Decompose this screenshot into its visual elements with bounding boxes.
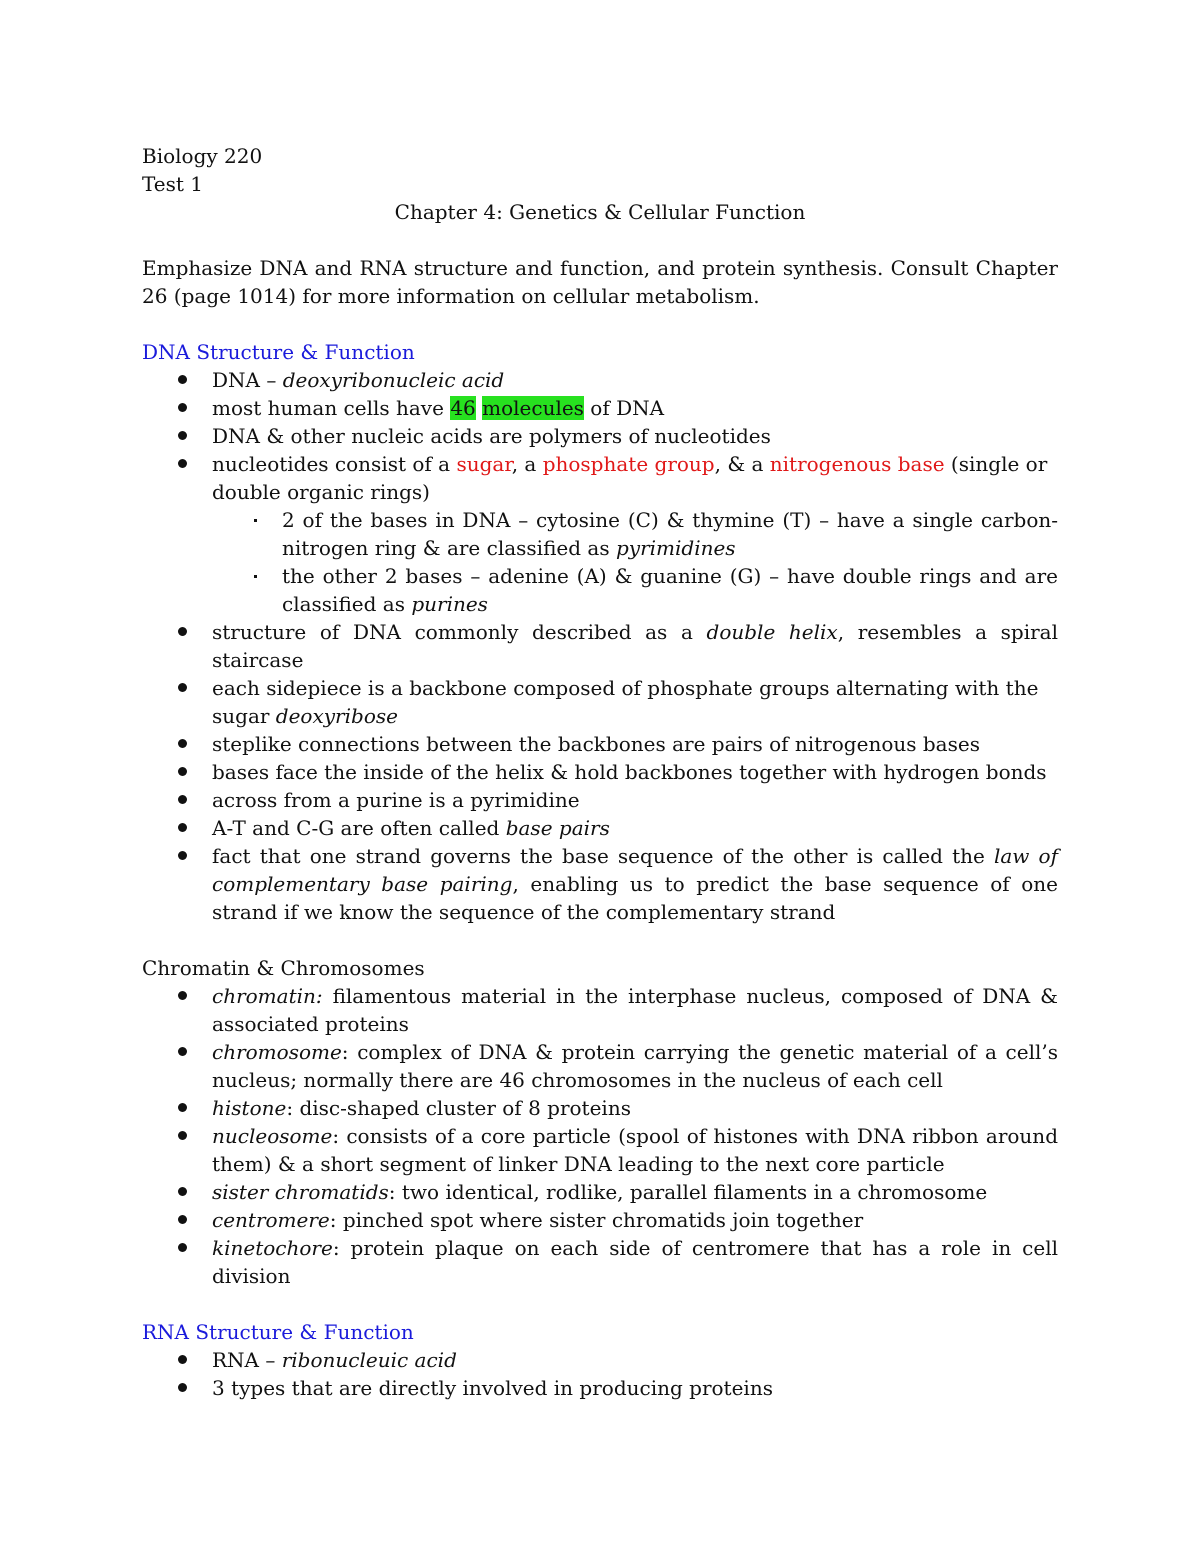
sub-bullet-list — [212, 506, 1058, 618]
highlighted-text: 46 — [450, 396, 476, 420]
bullet-icon — [178, 459, 187, 468]
list-item: across from a purine is a pyrimidine — [142, 786, 1058, 814]
course-title: Biology 220 — [142, 144, 263, 168]
bullet-icon — [178, 767, 187, 776]
bullet-icon — [178, 795, 187, 804]
sub-bullet-icon — [254, 575, 257, 578]
bullet-icon — [178, 991, 187, 1000]
red-term: sugar — [456, 452, 512, 476]
list-item: each sidepiece is a backbone composed of phosphate groups alternating with the sugar deoxyribose — [142, 674, 1058, 730]
list-item: histone: disc-shaped cluster of 8 proteins — [142, 1094, 1058, 1122]
bullet-icon — [178, 627, 187, 636]
list-item: chromatin: filamentous material in the interphase nucleus, composed of DNA & associated proteins — [142, 982, 1058, 1038]
bullet-icon — [178, 375, 187, 384]
list-item: centromere: pinched spot where sister chromatids join together — [142, 1206, 1058, 1234]
list-item: A-T and C-G are often called base pairs — [142, 814, 1058, 842]
list-item: structure of DNA commonly described as a double helix, resembles a spiral staircase — [142, 618, 1058, 674]
red-term: nitrogenous base — [769, 452, 945, 476]
bullet-icon — [178, 823, 187, 832]
test-title: Test 1 — [142, 172, 204, 196]
list-item: nucleotides consist of a sugar, a phosphate group, & a nitrogenous base (single or double organic rings) 2 of the bases in DNA – cytosine (C) & thymine (T) – have a single carbon-nitrogen ring & are classified as pyrimidines the other 2 bases – adenine (A) & guanine (G) – have double rings and are classified as purines — [142, 450, 1058, 618]
bullet-icon — [178, 683, 187, 692]
intro-paragraph: Emphasize DNA and RNA structure and function, and protein synthesis. Consult Chapter 26 (page 1014) for more information on cellular metabolism. — [142, 256, 1058, 308]
chapter-title: Chapter 4: Genetics & Cellular Function — [394, 200, 806, 224]
list-item: most human cells have 46 molecules of DNA — [142, 394, 1058, 422]
rna-bullet-list — [142, 1346, 1058, 1402]
document-body — [142, 142, 1058, 1402]
bullet-icon — [178, 403, 187, 412]
bullet-icon — [178, 1383, 187, 1392]
list-item: DNA & other nucleic acids are polymers of nucleotides — [142, 422, 1058, 450]
bullet-icon — [178, 1215, 187, 1224]
chromatin-section-heading: Chromatin & Chromosomes — [142, 956, 425, 980]
list-item: sister chromatids: two identical, rodlike, parallel filaments in a chromosome — [142, 1178, 1058, 1206]
bullet-icon — [178, 1103, 187, 1112]
chromatin-bullet-list — [142, 982, 1058, 1290]
list-item: nucleosome: consists of a core particle (spool of histones with DNA ribbon around them) & a short segment of linker DNA leading to the next core particle — [142, 1122, 1058, 1178]
list-item: bases face the inside of the helix & hold backbones together with hydrogen bonds — [142, 758, 1058, 786]
bullet-icon — [178, 1355, 187, 1364]
sub-list-item: the other 2 bases – adenine (A) & guanine (G) – have double rings and are classified as purines — [212, 562, 1058, 618]
sub-list-item: 2 of the bases in DNA – cytosine (C) & thymine (T) – have a single carbon-nitrogen ring & are classified as pyrimidines — [212, 506, 1058, 562]
list-item: fact that one strand governs the base sequence of the other is called the law of complementary base pairing, enabling us to predict the base sequence of one strand if we know the sequence of the complementary strand — [142, 842, 1058, 926]
list-item: kinetochore: protein plaque on each side of centromere that has a role in cell division — [142, 1234, 1058, 1290]
bullet-icon — [178, 739, 187, 748]
rna-section-heading: RNA Structure & Function — [142, 1320, 414, 1344]
sub-bullet-icon — [254, 519, 257, 522]
bullet-icon — [178, 1131, 187, 1140]
bullet-icon — [178, 1187, 187, 1196]
list-item: 3 types that are directly involved in producing proteins — [142, 1374, 1058, 1402]
dna-section-heading: DNA Structure & Function — [142, 340, 415, 364]
list-item: DNA – deoxyribonucleic acid — [142, 366, 1058, 394]
red-term: phosphate group — [542, 452, 715, 476]
bullet-icon — [178, 1243, 187, 1252]
bullet-icon — [178, 431, 187, 440]
highlighted-text: molecules — [482, 396, 584, 420]
list-item: RNA – ribonucleuic acid — [142, 1346, 1058, 1374]
list-item: steplike connections between the backbones are pairs of nitrogenous bases — [142, 730, 1058, 758]
list-item: chromosome: complex of DNA & protein carrying the genetic material of a cell’s nucleus; normally there are 46 chromosomes in the nucleus of each cell — [142, 1038, 1058, 1094]
bullet-icon — [178, 1047, 187, 1056]
dna-bullet-list — [142, 366, 1058, 926]
bullet-icon — [178, 851, 187, 860]
